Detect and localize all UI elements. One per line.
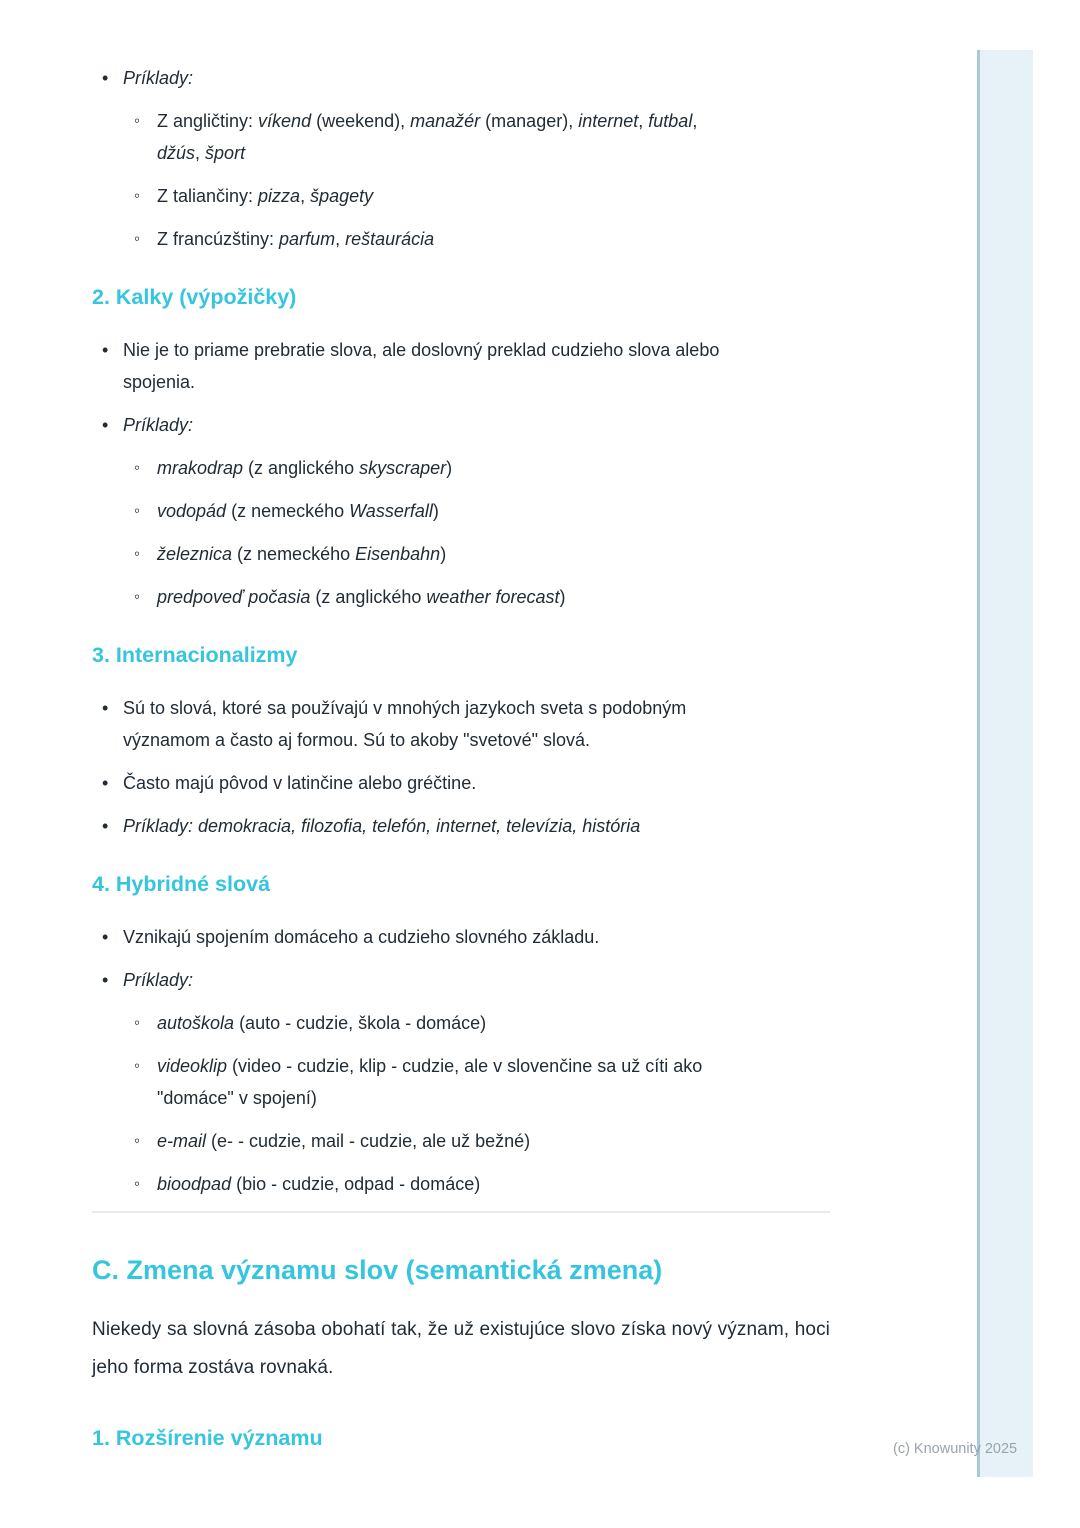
text-run: Často majú pôvod v latinčine alebo gréčtine. — [123, 773, 477, 793]
text-run: džús — [157, 143, 196, 163]
text-run: železnica — [157, 544, 233, 564]
list-item — [92, 767, 830, 799]
heading-internacionalizmy: 3. Internacionalizmy — [92, 643, 298, 667]
list-item — [92, 223, 830, 255]
text-run: víkend — [258, 111, 312, 131]
list-item — [92, 1125, 830, 1157]
text-run: e-mail — [157, 1131, 207, 1151]
heading-kalky: 2. Kalky (výpožičky) — [92, 285, 297, 309]
text-run: spojenia. — [123, 372, 196, 392]
text-run: manažér — [410, 111, 481, 131]
list-item — [92, 1007, 830, 1039]
text-run: (auto - cudzie, škola - domáce) — [234, 1013, 487, 1033]
text-run: ) — [440, 544, 447, 564]
text-run: Eisenbahn — [355, 544, 441, 564]
text-run: Nie je to priame prebratie slova, ale doslovný preklad cudzieho slova alebo — [123, 340, 720, 360]
list-item — [92, 538, 830, 570]
text-run: Príklady: demokracia, filozofia, telefón, internet, televízia, história — [123, 816, 641, 836]
list-item — [92, 1050, 830, 1114]
list-item — [92, 495, 830, 527]
internacionalizmy-list — [92, 692, 830, 842]
list-item — [92, 409, 830, 441]
text-run: skyscraper — [359, 458, 447, 478]
text-run: autoškola — [157, 1013, 235, 1033]
hybridne-slova-list — [92, 921, 830, 1200]
text-run: Príklady: — [123, 415, 194, 435]
borrowing-examples-list — [92, 62, 830, 255]
list-item — [92, 581, 830, 613]
text-run: špagety — [310, 186, 374, 206]
kalky-list — [92, 334, 830, 613]
text-run: "domáce" v spojení) — [157, 1088, 317, 1108]
text-run: internet — [578, 111, 639, 131]
text-run: Z taliančiny: — [157, 186, 259, 206]
heading-hybridne-slova: 4. Hybridné slová — [92, 872, 271, 896]
section-divider — [92, 1211, 830, 1213]
list-item — [92, 964, 830, 996]
text-run: ) — [446, 458, 453, 478]
text-run: Vznikajú spojením domáceho a cudzieho slovného základu. — [123, 927, 600, 947]
text-run: reštaurácia — [345, 229, 435, 249]
list-item — [92, 180, 830, 212]
text-run: Z angličtiny: — [157, 111, 259, 131]
list-item — [92, 62, 830, 94]
text-run: šport — [205, 143, 246, 163]
text-run: (manager), — [480, 111, 579, 131]
text-run: Sú to slová, ktoré sa používajú v mnohých jazykoch sveta s podobným — [123, 698, 687, 718]
heading-rozsirenie-vyznamu: 1. Rozšírenie významu — [92, 1426, 323, 1450]
text-run: (z anglického — [243, 458, 360, 478]
text-run: futbal — [648, 111, 693, 131]
list-item — [92, 810, 830, 842]
list-item — [92, 105, 830, 169]
text-run: , — [195, 143, 206, 163]
text-run: (bio - cudzie, odpad - domáce) — [231, 1174, 481, 1194]
text-run: weather forecast — [426, 587, 560, 607]
text-run: (e- - cudzie, mail - cudzie, ale už bežné) — [206, 1131, 531, 1151]
text-run: , — [335, 229, 346, 249]
text-run: Príklady: — [123, 970, 194, 990]
semanticka-zmena-intro-paragraph: Niekedy sa slovná zásoba obohatí tak, že už existujúce slovo získa nový význam, hoci jeho forma zostáva rovnaká. — [92, 1319, 830, 1378]
copyright-footer: (c) Knowunity 2025 — [893, 1441, 1018, 1457]
list-item — [92, 452, 830, 484]
text-run: , — [300, 186, 311, 206]
text-run: videoklip — [157, 1056, 228, 1076]
text-run: Wasserfall — [349, 501, 433, 521]
text-run: (z nemeckého — [232, 544, 356, 564]
text-run: (video - cudzie, klip - cudzie, ale v slovenčine sa už cíti ako — [227, 1056, 703, 1076]
text-run: významom a často aj formou. Sú to akoby "svetové" slová. — [123, 730, 590, 750]
text-run: predpoveď počasia — [157, 587, 311, 607]
text-run: (z nemeckého — [226, 501, 350, 521]
text-run: , — [692, 111, 698, 131]
list-item — [92, 1168, 830, 1200]
text-run: bioodpad — [157, 1174, 232, 1194]
document-content — [92, 0, 830, 1453]
text-run: Príklady: — [123, 68, 194, 88]
text-run: (z anglického — [310, 587, 427, 607]
list-item — [92, 334, 830, 398]
page-edge-strip — [977, 50, 1033, 1477]
text-run: , — [638, 111, 649, 131]
text-run: ) — [432, 501, 439, 521]
text-run: pizza — [258, 186, 301, 206]
text-run: Z francúzštiny: — [157, 229, 280, 249]
text-run: (weekend), — [311, 111, 411, 131]
text-run: parfum — [279, 229, 336, 249]
text-run: mrakodrap — [157, 458, 244, 478]
list-item — [92, 692, 830, 756]
heading-semanticka-zmena: C. Zmena významu slov (semantická zmena) — [92, 1255, 663, 1285]
list-item — [92, 921, 830, 953]
text-run: vodopád — [157, 501, 227, 521]
text-run: ) — [559, 587, 566, 607]
